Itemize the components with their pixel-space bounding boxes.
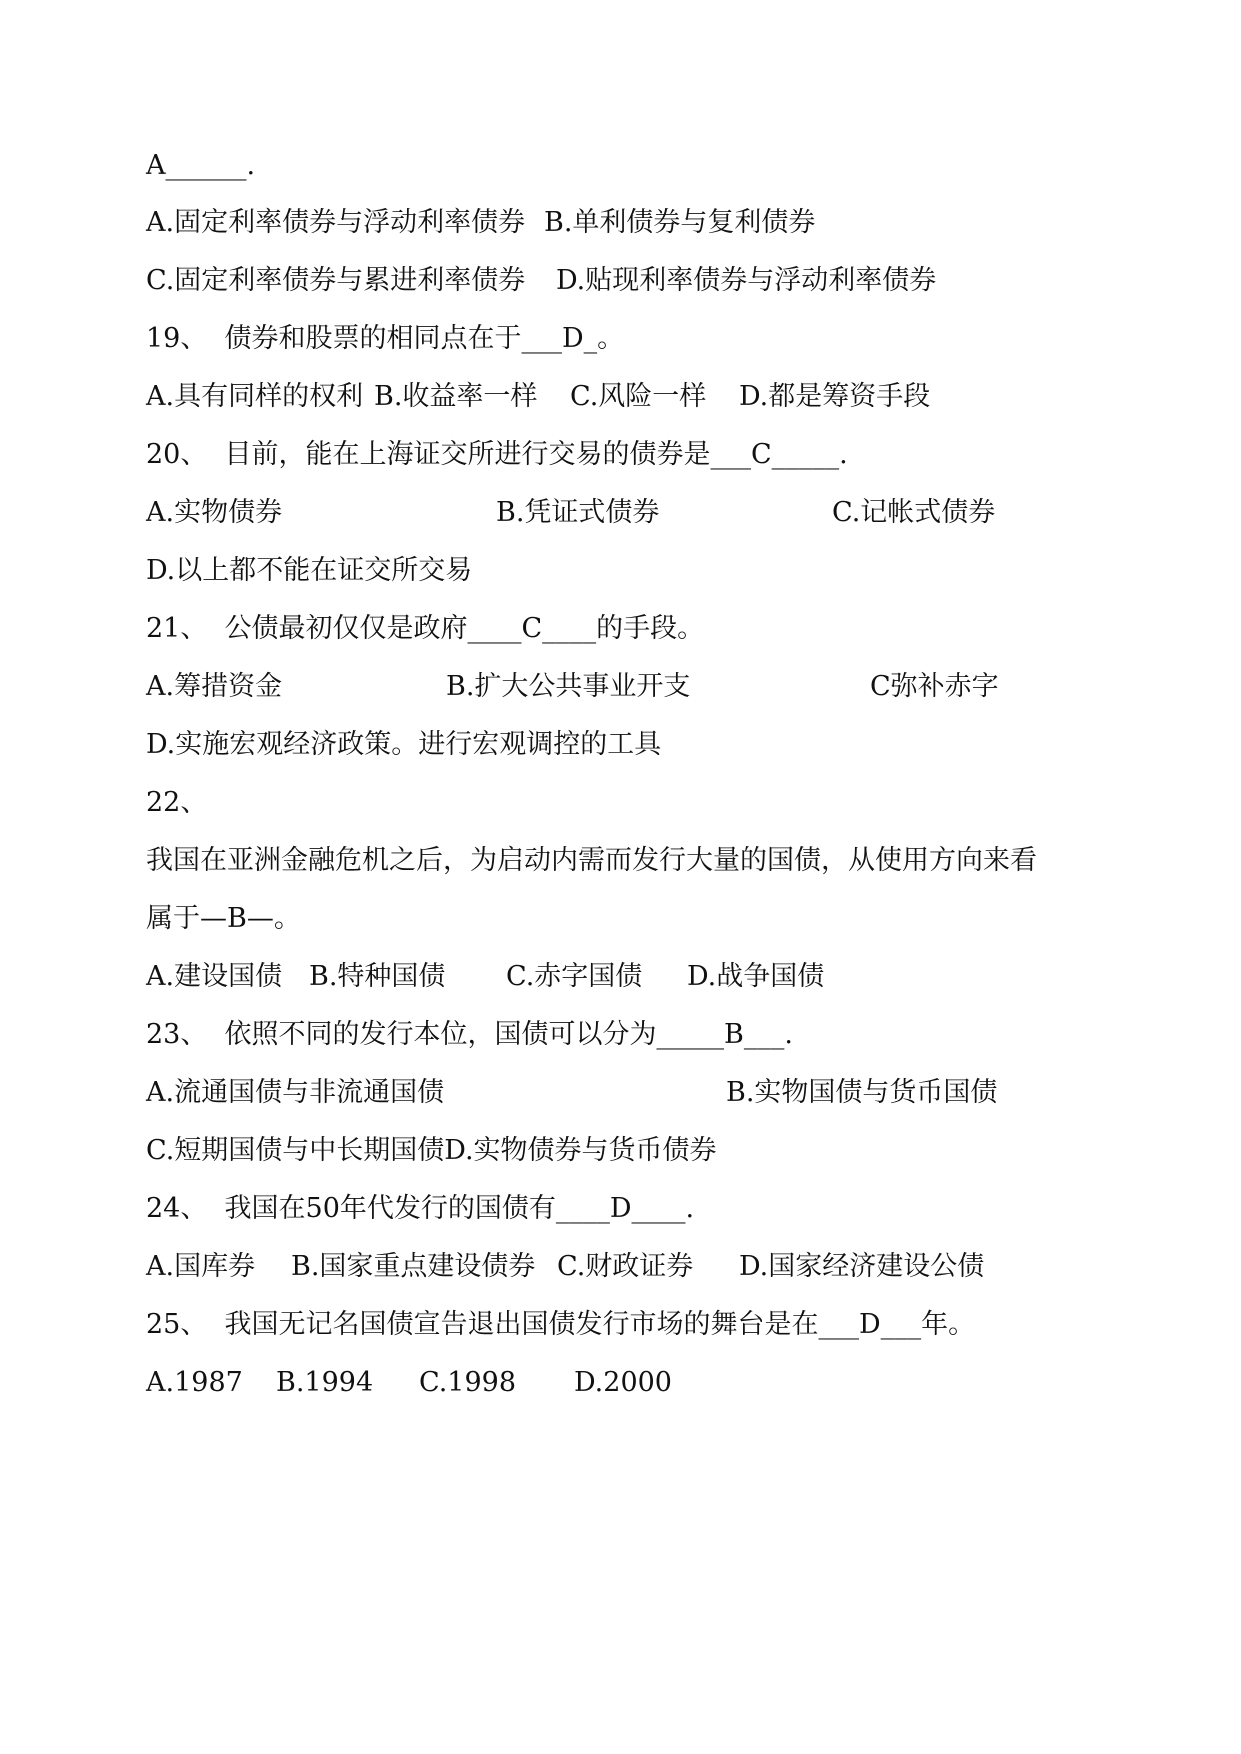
line-18-options-ab (146, 203, 816, 243)
option-19-d: D.都是筹资手段 (739, 381, 931, 412)
option-18-a: A.固定利率债券与浮动利率债券 (146, 207, 526, 238)
question-25: 25、 我国无记名国债宣告退出国债发行市场的舞台是在___D___年。 (146, 1309, 976, 1340)
line-20-options-abc (146, 493, 996, 533)
option-21-c: C弥补赤字 (870, 671, 999, 702)
line-25-options (146, 1363, 672, 1403)
option-25-d: D.2000 (574, 1367, 672, 1398)
option-22-c: C.赤字国债 (506, 961, 643, 992)
options-23-cd: C.短期国债与中长期国债D.实物债券与货币债券 (146, 1135, 717, 1166)
option-20-a: A.实物债券 (146, 497, 283, 528)
question-22-number: 22、 (146, 787, 208, 818)
question-21: 21、 公债最初仅仅是政府____C____的手段。 (146, 613, 705, 644)
option-20-d: D.以上都不能在证交所交易 (146, 555, 473, 586)
option-23-a: A.流通国债与非流通国债 (146, 1077, 445, 1108)
line-18-stem-tail: A______. (146, 150, 256, 181)
line-24-options (146, 1247, 985, 1287)
option-24-a: A.国库券 (146, 1251, 256, 1282)
option-23-b: B.实物国债与货币国债 (726, 1077, 998, 1108)
question-24: 24、 我国在50年代发行的国债有____D____. (146, 1193, 695, 1224)
line-18-options-cd (146, 261, 937, 301)
option-25-a: A.1987 (146, 1367, 243, 1398)
option-22-a: A.建设国债 (146, 961, 283, 992)
option-18-d: D.贴现利率债券与浮动利率债券 (556, 265, 937, 296)
question-22-stem-tail: 属于—B—。 (146, 903, 301, 934)
option-19-b: B.收益率一样 (374, 381, 538, 412)
option-24-c: C.财政证券 (557, 1251, 694, 1282)
option-21-d: D.实施宏观经济政策。进行宏观调控的工具 (146, 729, 662, 760)
option-20-b: B.凭证式债券 (496, 497, 660, 528)
option-19-a: A.具有同样的权利 (146, 381, 364, 412)
option-21-a: A.筹措资金 (146, 671, 283, 702)
option-18-b: B.单利债券与复利债券 (544, 207, 816, 238)
question-19: 19、 债券和股票的相同点在于___D_。 (146, 323, 625, 354)
option-22-d: D.战争国债 (687, 961, 825, 992)
option-20-c: C.记帐式债券 (832, 497, 996, 528)
option-22-b: B.特种国债 (309, 961, 446, 992)
option-24-b: B.国家重点建设债券 (291, 1251, 536, 1282)
option-21-b: B.扩大公共事业开支 (446, 671, 691, 702)
line-22-options (146, 957, 825, 997)
line-23-options-ab (146, 1073, 998, 1113)
line-21-options-abc (146, 667, 999, 707)
option-25-c: C.1998 (419, 1367, 516, 1398)
question-22-stem: 我国在亚洲金融危机之后，为启动内需而发行大量的国债，从使用方向来看 (146, 845, 1037, 876)
question-23: 23、 依照不同的发行本位，国债可以分为_____B___. (146, 1019, 793, 1050)
question-20: 20、 目前，能在上海证交所进行交易的债券是___C_____. (146, 439, 848, 470)
option-24-d: D.国家经济建设公债 (739, 1251, 985, 1282)
line-19-options (146, 377, 931, 417)
option-19-c: C.风险一样 (570, 381, 707, 412)
option-18-c: C.固定利率债券与累进利率债券 (146, 265, 526, 296)
option-25-b: B.1994 (276, 1367, 374, 1398)
